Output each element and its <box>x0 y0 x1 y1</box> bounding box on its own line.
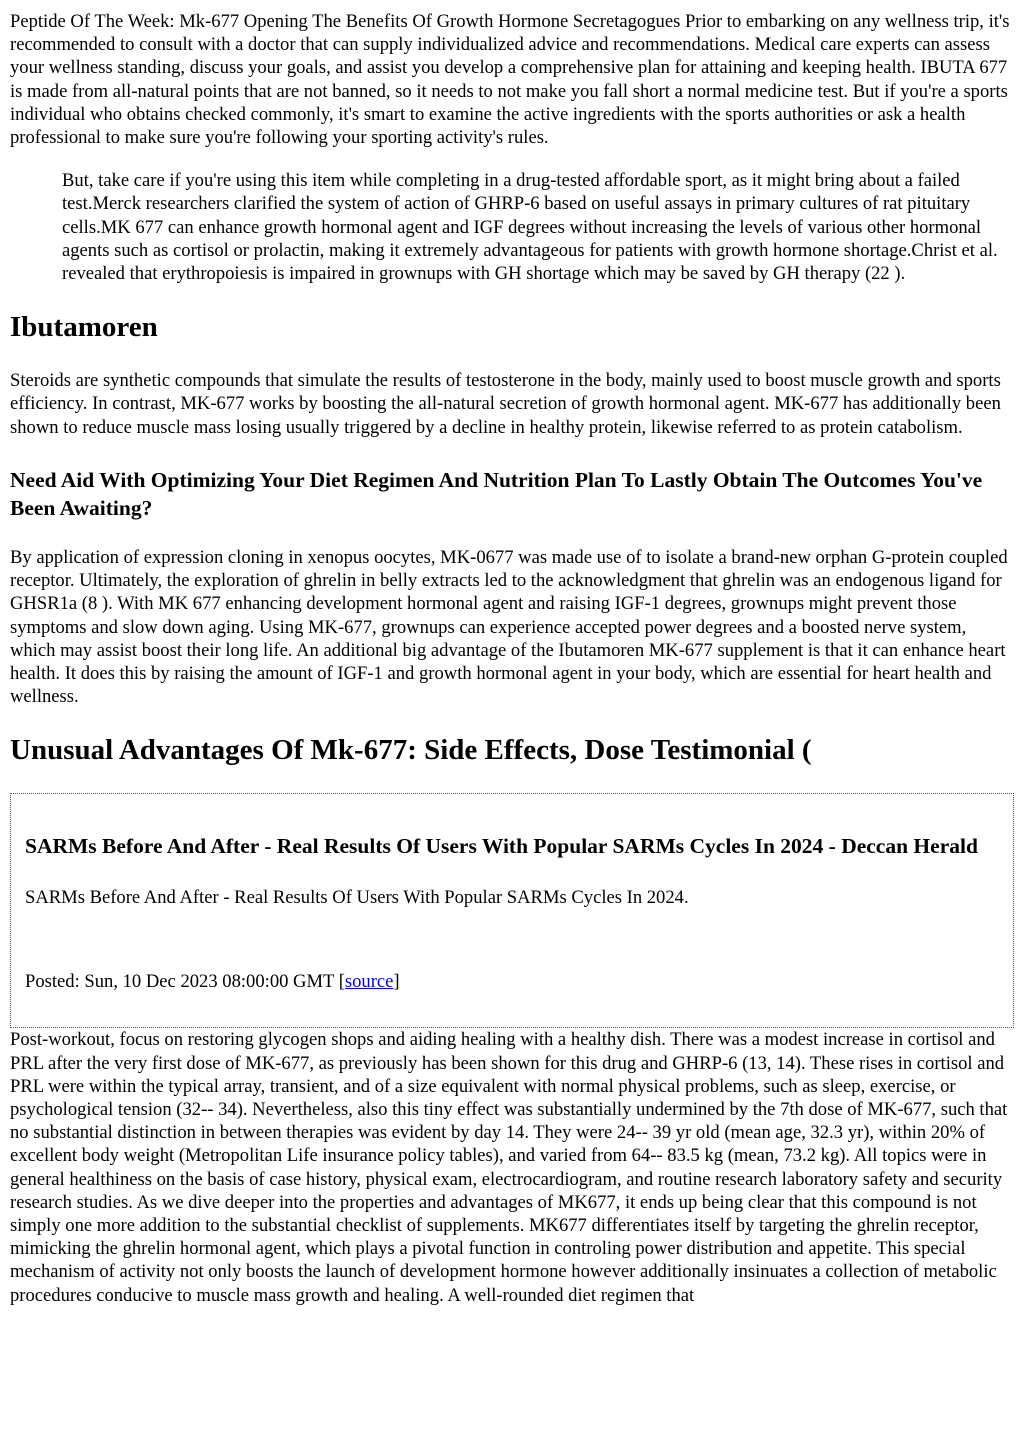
closing-paragraph: Post-workout, focus on restoring glycogen shops and aiding healing with a healthy dish. There was a modest increase in cortisol and PRL after the very first dose of MK-677, as previously has been shown for this drug and GHRP-6 (13, 14). These rises in cortisol and PRL were within the typical array, transient, and of a size equivalent with normal physical problems, such as sleep, exercise, or psychological tension (32-- 34). Nevertheless, also this tiny effect was substantially undermined by the 7th dose of MK-677, such that no substantial distinction in between therapies was evident by day 14. They were 24-- 39 yr old (mean age, 32.3 yr), within 20% of excellent body weight (Metropolitan Life insurance policy tables), and varied from 64-- 83.5 kg (mean, 73.2 kg). All topics were in general healthiness on the basis of case history, physical exam, electrocardiogram, and routine research laboratory safety and security research studies. As we dive deeper into the properties and advantages of MK677, it ends up being clear that this compound is not simply one more addition to the substantial checklist of supplements. MK677 differentiates itself by targeting the ghrelin receptor, mimicking the ghrelin hormonal agent, which plays a pivotal function in controling power distribution and appetite. This special mechanism of activity not only boosts the launch of development hormone however additionally insinuates a collection of metabolic procedures conducive to muscle mass growth and healing. A well-rounded diet regimen that <box>10 1029 1008 1306</box>
blockquote: But, take care if you're using this item while completing in a drug-tested affordable sport, as it might bring about a failed test.Merck researchers clarified the system of action of GHRP-6 based on useful assays in primary cultures of rat pituitary cells.MK 677 can enhance growth hormonal agent and IGF degrees without increasing the levels of various other hormonal agents such as cortisol or prolactin, making it extremely advantageous for patients with growth hormone shortage.Christ et al. revealed that erythropoiesis is impaired in grownups with GH shortage which may be saved by GH therapy (22 ). <box>62 170 998 285</box>
news-card <box>10 793 1014 1028</box>
heading-ibutamoren: Ibutamoren <box>10 311 158 344</box>
news-title: SARMs Before And After - Real Results Of Users With Popular SARMs Cycles In 2024 - Deccan Herald <box>25 834 978 859</box>
ibutamoren-paragraph: Steroids are synthetic compounds that simulate the results of testosterone in the body, mainly used to boost muscle growth and sports efficiency. In contrast, MK-677 works by boosting the all-natural secretion of growth hormonal agent. MK-677 has additionally been shown to reduce muscle mass losing usually triggered by a decline in healthy protein, likewise referred to as protein catabolism. <box>10 370 1001 438</box>
posted-bracket-close: ] <box>393 971 400 993</box>
heading-unusual-advantages: Unusual Advantages Of Mk-677: Side Effects, Dose Testimonial ( <box>10 734 812 767</box>
news-posted <box>25 970 999 993</box>
source-link[interactable]: source <box>344 971 394 993</box>
intro-paragraph: Peptide Of The Week: Mk-677 Opening The Benefits Of Growth Hormone Secretagogues Prior to embarking on any wellness trip, it's recommended to consult with a doctor that can supply individualized advice and recommendations. Medical care experts can assess your wellness standing, discuss your goals, and assist you develop a comprehensive plan for attaining and keeping health. IBUTA 677 is made from all-natural points that are not banned, so it needs to not make you fall short a normal medicine test. But if you're a sports individual who obtains checked commonly, it's smart to examine the active ingredients with the sports authorities or ask a health professional to make sure you're following your sporting activity's rules. <box>10 11 1010 149</box>
diet-aid-paragraph: By application of expression cloning in xenopus oocytes, MK-0677 was made use of to isolate a brand-new orphan G-protein coupled receptor. Ultimately, the exploration of ghrelin in belly extracts led to the acknowledgment that ghrelin was an endogenous ligand for GHSR1a (8 ). With MK 677 enhancing development hormonal agent and raising IGF-1 degrees, grownups might prevent those symptoms and slow down aging. Using MK-677, grownups can experience accepted power degrees and a boosted nerve system, which may assist boost their long life. An additional big advantage of the Ibutamoren MK-677 supplement is that it can enhance heart health. It does this by raising the amount of IGF-1 and growth hormonal agent in your body, which are essential for heart health and wellness. <box>10 547 1008 708</box>
posted-date: Posted: Sun, 10 Dec 2023 08:00:00 GMT [ <box>25 971 345 993</box>
news-summary: SARMs Before And After - Real Results Of Users With Popular SARMs Cycles In 2024. <box>25 887 689 909</box>
heading-diet-aid: Need Aid With Optimizing Your Diet Regimen And Nutrition Plan To Lastly Obtain The Outcomes You've Been Awaiting? <box>10 467 983 521</box>
